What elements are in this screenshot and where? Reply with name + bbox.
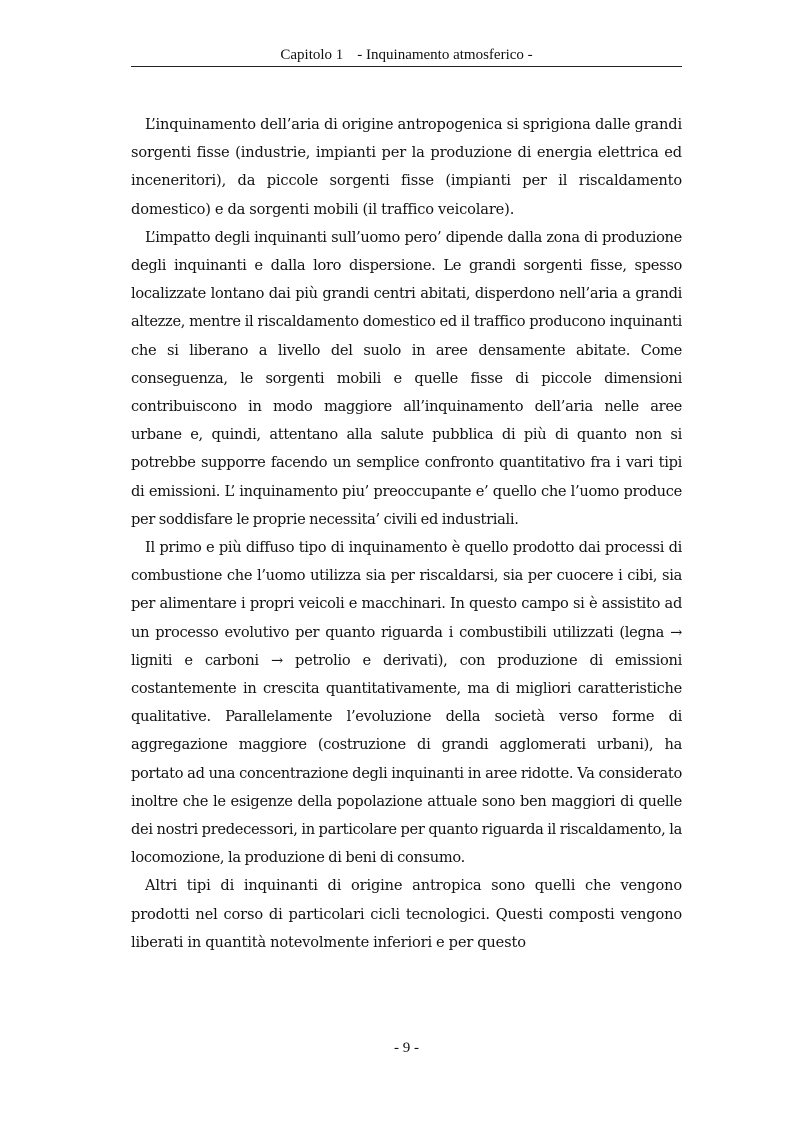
header-title: - Inquinamento atmosferico - (357, 47, 533, 63)
paragraph: L’inquinamento dell’aria di origine antropogenica si sprigiona dalle grandi sorgenti fisse (industrie, impianti per la produzione di energia elettrica ed inceneritori), da piccole sorgenti fisse (impianti per il riscaldamento domestico) e da sorgenti mobili (il traffico veicolare). (131, 116, 682, 218)
paragraph: Altri tipi di inquinanti di origine antropica sono quelli che vengono prodotti nel corso di particolari cicli tecnologici. Questi composti vengono liberati in quantità notevolmente inferiori e per questo (131, 877, 682, 951)
paragraph: Il primo e più diffuso tipo di inquinamento è quello prodotto dai processi di combustione che l’uomo utilizza sia per riscaldarsi, sia per cuocere i cibi, sia per alimentare i propri veicoli e macchinari. In questo campo si è assistito ad un processo evolutivo per quanto riguarda i combustibili utilizzati (legna → ligniti e carboni → petrolio e derivati), con produzione di emissioni costantemente in crescita quantitativamente, ma di migliori caratteristiche qualitative. Parallelamente l’evoluzione della società verso forme di aggregazione maggiore (costruzione di grandi agglomerati urbani), ha portato ad una concentrazione degli inquinanti in aree ridotte. Va considerato inoltre che le esigenze della popolazione attuale sono ben maggiori di quelle dei nostri predecessori, in particolare per quanto riguarda il riscaldamento, la locomozione, la produzione di beni di consumo. (131, 539, 682, 867)
page-number: - 9 - (394, 1040, 419, 1056)
header-rule (131, 66, 682, 67)
body-text (131, 111, 682, 957)
running-header (131, 46, 682, 64)
header-chapter: Capitolo 1 (280, 47, 344, 63)
paragraph: L’impatto degli inquinanti sull’uomo pero’ dipende dalla zona di produzione degli inquinanti e dalla loro dispersione. Le grandi sorgenti fisse, spesso localizzate lontano dai più grandi centri abitati, disperdono nell’aria a grandi altezze, mentre il riscaldamento domestico ed il traffico producono inquinanti che si liberano a livello del suolo in aree densamente abitate. Come conseguenza, le sorgenti mobili e quelle fisse di piccole dimensioni contribuiscono in modo maggiore all’inquinamento dell’aria nelle aree urbane e, quindi, attentano alla salute pubblica di più di quanto non si potrebbe supporre facendo un semplice confronto quantitativo fra i vari tipi di emissioni. L’ inquinamento piu’ preoccupante e’ quello che l’uomo produce per soddisfare le proprie necessita’ civili ed industriali. (131, 228, 682, 528)
